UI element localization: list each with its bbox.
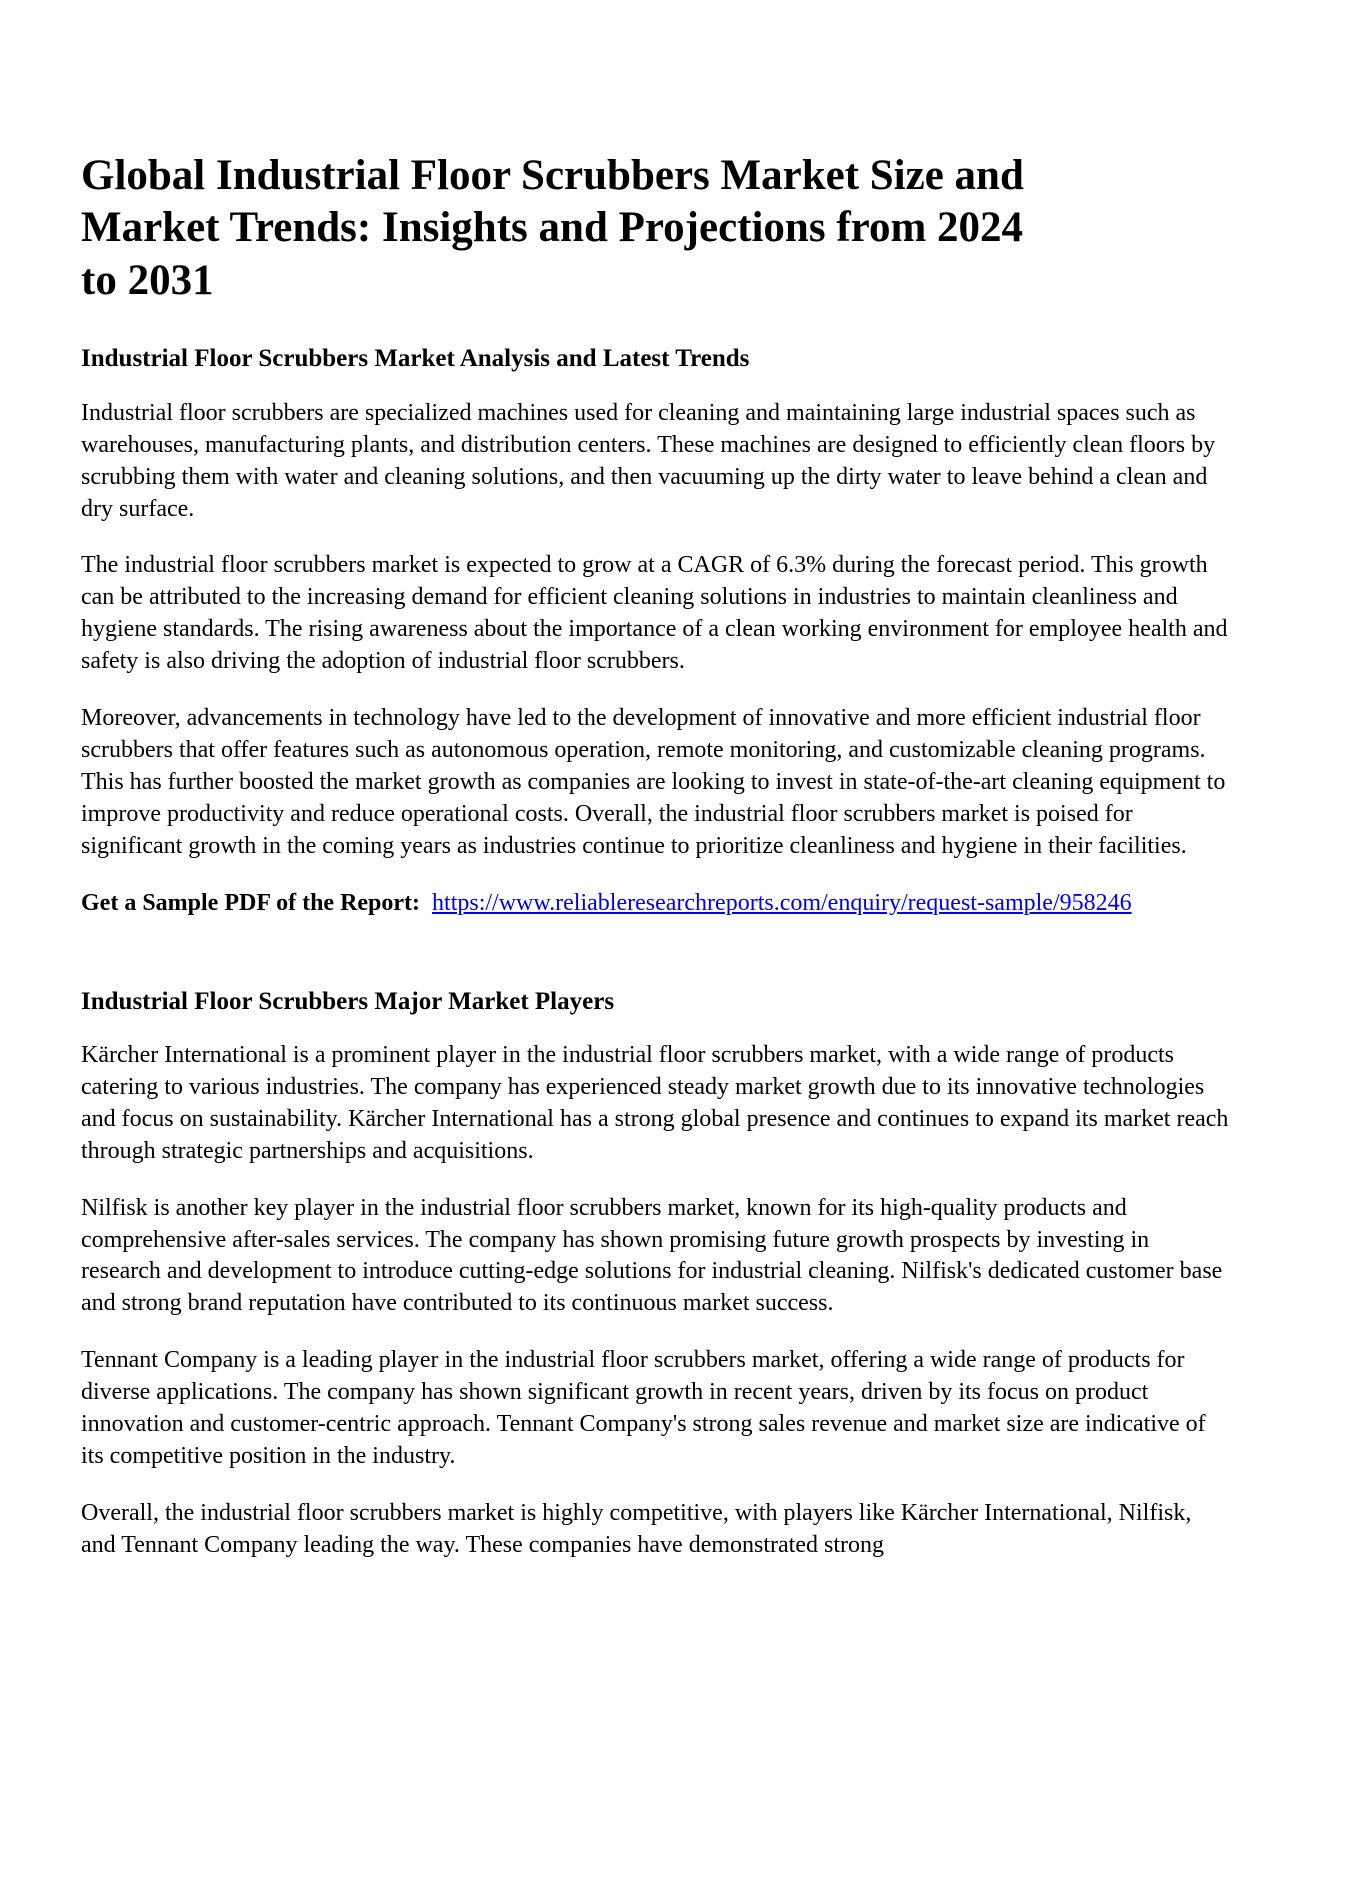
sample-report-link[interactable]: https://www.reliableresearchreports.com/enquiry/request-sample/958246 — [432, 889, 1132, 916]
sample-report-row — [81, 888, 1230, 920]
section-heading-analysis: Industrial Floor Scrubbers Market Analysis and Latest Trends — [81, 345, 750, 373]
karcher-paragraph: Kärcher International is a prominent player in the industrial floor scrubbers market, with a wide range of products catering to various industries. The company has experienced steady market growth due to its innovative technologies and focus on sustainability. Kärcher International has a strong global presence and continues to expand its market reach through strategic partnerships and acquisitions. — [81, 1042, 1229, 1164]
intro-paragraph: Industrial floor scrubbers are specialized machines used for cleaning and maintaining large industrial spaces such as warehouses, manufacturing plants, and distribution centers. These machines are designed to efficiently clean floors by scrubbing them with water and cleaning solutions, and then vacuuming up the dirty water to leave behind a clean and dry surface. — [81, 399, 1216, 522]
sample-report-label: Get a Sample PDF of the Report: — [81, 889, 421, 916]
competition-paragraph: Overall, the industrial floor scrubbers market is highly competitive, with players like Kärcher International, Nilfisk, and Tennant Company leading the way. These companies have demonstrated strong — [81, 1499, 1192, 1558]
page-title: Global Industrial Floor Scrubbers Market Size and Market Trends: Insights and Projections from 2024 to 2031 — [81, 152, 1024, 304]
nilfisk-paragraph: Nilfisk is another key player in the industrial floor scrubbers market, known for its high-quality products and comprehensive after-sales services. The company has shown promising future growth prospects by investing in research and development to introduce cutting-edge solutions for industrial cleaning. Nilfisk's dedicated customer base and strong brand reputation have contributed to its continuous market success. — [81, 1194, 1223, 1317]
technology-paragraph: Moreover, advancements in technology have led to the development of innovative and more efficient industrial floor scrubbers that offer features such as autonomous operation, remote monitoring, and customizable cleaning programs. This has further boosted the market growth as companies are looking to invest in state-of-the-art cleaning equipment to improve productivity and reduce operational costs. Overall, the industrial floor scrubbers market is poised for significant growth in the coming years as industries continue to prioritize cleanliness and hygiene in their facilities. — [81, 705, 1226, 859]
tennant-paragraph: Tennant Company is a leading player in the industrial floor scrubbers market, offering a wide range of products for diverse applications. The company has shown significant growth in recent years, driven by its focus on product innovation and customer-centric approach. Tennant Company's strong sales revenue and market size are indicative of its competitive position in the industry. — [81, 1347, 1206, 1470]
section-heading-players: Industrial Floor Scrubbers Major Market Players — [81, 987, 615, 1015]
cagr-paragraph: The industrial floor scrubbers market is expected to grow at a CAGR of 6.3% during the forecast period. This growth can be attributed to the increasing demand for efficient cleaning solutions in industries to maintain cleanliness and hygiene standards. The rising awareness about the importance of a clean working environment for employee health and safety is also driving the adoption of industrial floor scrubbers. — [81, 552, 1228, 675]
